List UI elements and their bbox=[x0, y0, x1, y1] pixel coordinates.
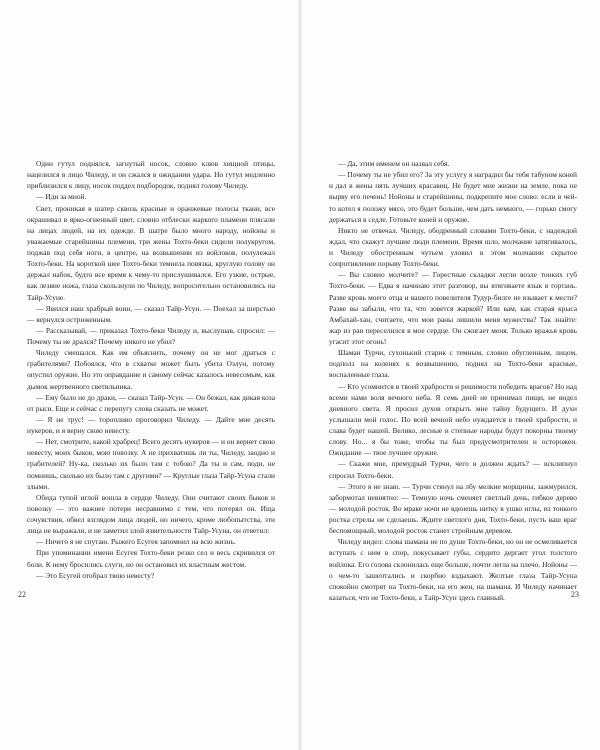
paragraph: — Почему ты не убил его? За эту услугу я наградил бы тебя табуном коней и дал в жены пять лучших красавиц. Не будет мне жизни на земле, пока не вырву его печень! Нойоны и старейшины, подкрепите мое слово: если в чей-то котел я положу мясо, это будет больше, чем дать немного, — горько смогу держаться в седле. Готовьте коней и оружие. bbox=[329, 170, 577, 224]
paragraph: — Иди за мной. bbox=[36, 192, 87, 202]
page-number-right: 23 bbox=[571, 590, 579, 599]
paragraph: Чиледу смешался. Как им объяснить, почему он не мог драться с грабителями? Побоялся, что в схватке может быть убита Оэлун, потому опустил оружие. Но это оправдание и самому сейчас казалось невесомым, как дымок жертвенного светильника. bbox=[27, 348, 275, 391]
paragraph: Шаман Турчи, сухонький старик с темным, словно обугленным, лицом, подполз на коленях к возвышению, поднял на Тохто-беки красные, воспаленные глаза. bbox=[329, 348, 577, 380]
right-page bbox=[329, 158, 577, 603]
book-gutter bbox=[298, 0, 302, 750]
paragraph: — Явился наш храбрый воин, — сказал Тайр-Усун. — Поехал за шерстью — вернулся остриженным. bbox=[27, 303, 275, 324]
paragraph: — Ничего я не спутаю. Рыжего Есугея запомнил на всю жизнь. bbox=[36, 537, 236, 547]
left-page bbox=[27, 158, 275, 581]
paragraph: Чиледу видел: слова шамана не по душе Тохто-беки, но он не осмеливается вступать с ним в спор, покусывает губы, сердито дергает угол толстого войлока. Его голова склонилась еще больше, почти легла на плечо. Нойоны — о чем-то зашептались и скорбно вздыхают. Желтые глаза Тайр-Усуна спокойно смотрят на Тохто-беки, на его жен, на шамана. И Чиледу начинает казаться, что не Тохто-беки, а Тайр-Усун здесь главный. bbox=[329, 537, 577, 602]
paragraph: — Ему было не до драки, — сказал Тайр-Усун. — Он бежал, как дикая коза от рыси. Еще и сейчас с перепугу слова сказать не может. bbox=[27, 392, 275, 413]
paragraph: — Рассказывай, — приказал Тохто-беки Чиледу и, выслушав, спросил: — Почему ты не дрался? Почему никого не убил? bbox=[27, 325, 275, 346]
page-number-left: 22 bbox=[18, 590, 26, 599]
paragraph: — Нет, смотрите, какой храбрец! Всего десять нукеров — и он вернет свою невесту, моих быков, мою повозку. А не прихватишь ли ты, Чиледу, заодно и грабителей? Ну-ка, сколько их было там с тобою? Да ты и сам, поди, не помнишь, сколько их было там с другими? — Круглые глаза Тайр-Усуна стали злыми. bbox=[27, 437, 275, 491]
paragraph: — Вы словно молчите? — Горестные складки легли возле тонких губ Тохто-беки. — Едва я начинаю этот разговор, вы втягиваете язык в гортань. Разве кровь моего отца и вашего повелителя Тудур-билге не взывает к мести? Разве вы забыли, что та, что зовется жаркой? Или вам, как старая крыса Амбахай-хан, считаете, что мои раны лишили меня мужества? Так знайте: жар из ран переселился в мое сердце. Он сжигает меня. Только вражья кровь угасит этот огонь! bbox=[329, 270, 577, 346]
paragraph: Обида тупой иглой вошла в сердце Чиледу. Они считают своих быков и повозку — это важнее потери несравнимо с тем, что потерял он. Ища сочувствия, обвел взглядом лица людей, но ничего, кроме любопытства, эти лица не выражали, и не заметил злой язвительности Тайр-Усуна, он ответил: bbox=[27, 492, 275, 536]
paragraph: — Этого я не знаю. — Турчи стянул на лбу мелкие морщины, зажмурился, забормотал невнятно: — Темную ночь сменяет светлый день, гибкое дерево — молодой росток. Во мраке ночи не вденешь нитку в ушко иглы, из тонкого ростка стрелы не сделаешь. Ждите светлого дня, Тохто-беки, пусть ваш враг беспомощный, молодой росток станет стройным деревом. bbox=[329, 481, 577, 536]
paragraph: При упоминании имени Есугея Тохто-беки резко сел и весь скривился от боли. К нему бросились слуги, но он остановил их властным жестом. bbox=[27, 548, 275, 569]
paragraph: — Кто усомнится в твоей храбрости и решимости победить врагов? Но над всеми нами воля вечного неба. Я семь дней не принимал пищи, не видел дневного света. Я просил духов открыть мне тайну будущего. И духи услышали мой голос. По всей вечной небо нуждается в твоей храбрости, и слава будет нашей. Велико, лесные и степные народы будут покорны твоему слову. Но... я бы тоже, чтобы ты был предусмотрителен и осторожен. Ожидание — твое лучшее оружие. bbox=[329, 381, 577, 458]
paragraph: Никто не отвечал. Чиледу, ободренный словами Тохто-беки, с надеждой ждал, что скажут лучшие люди племени. Время шло, молчание затягивалось, и Чиледу обостренным чутьем уловил в этом молчании скрытое сопротивление порыву Тохто-беки. bbox=[329, 225, 577, 269]
paragraph: — Да, этим именем он назвал себя. bbox=[338, 159, 450, 168]
paragraph: — Я не трус! — торопливо проговорил Чиледу. — Дайте мне десять нукеров, и я верну свою невесту. bbox=[27, 414, 275, 435]
paragraph: — Скажи мне, премудрый Турчи, чего я должен ждать? — всклипнул спросил Тохто-беки. bbox=[329, 459, 577, 480]
paragraph: — Это Есугей отобрал твою невесту? bbox=[36, 570, 155, 580]
paragraph: Один гутул поднялся, загнутый носок, словно клюв хищной птицы, нацелился в лицо Чиледу, и он сжался в ожидании удара. Но гутул медленно приблизился к лицу, носок поддел подбородок, поднял голову Чиледу. bbox=[27, 159, 275, 191]
paragraph: Свет, проникая в шатер сквозь красные и оранжевые полосы ткани, все окрашивал в ярко-огненный цвет, словно отблески жаркого пламени плясали на лицах людей, на их одежде. В шатре было много народу, нойоны и уважаемые старейшины племени, три жены Тохто-беки сидели полукругом, поджав под себя ноги, в центре, на возвышении из войлоков, полулежал Тохто-беки. На короткой шее Тохто-беки темнела повязка, круглую голову он держал набок, будто все время к чему-то прислушивался. Его узкие, острые, как лезвие ножа, глаза скользнули по Чиледу, вопросительно остановились на Тайр-Усуне. bbox=[27, 203, 275, 302]
